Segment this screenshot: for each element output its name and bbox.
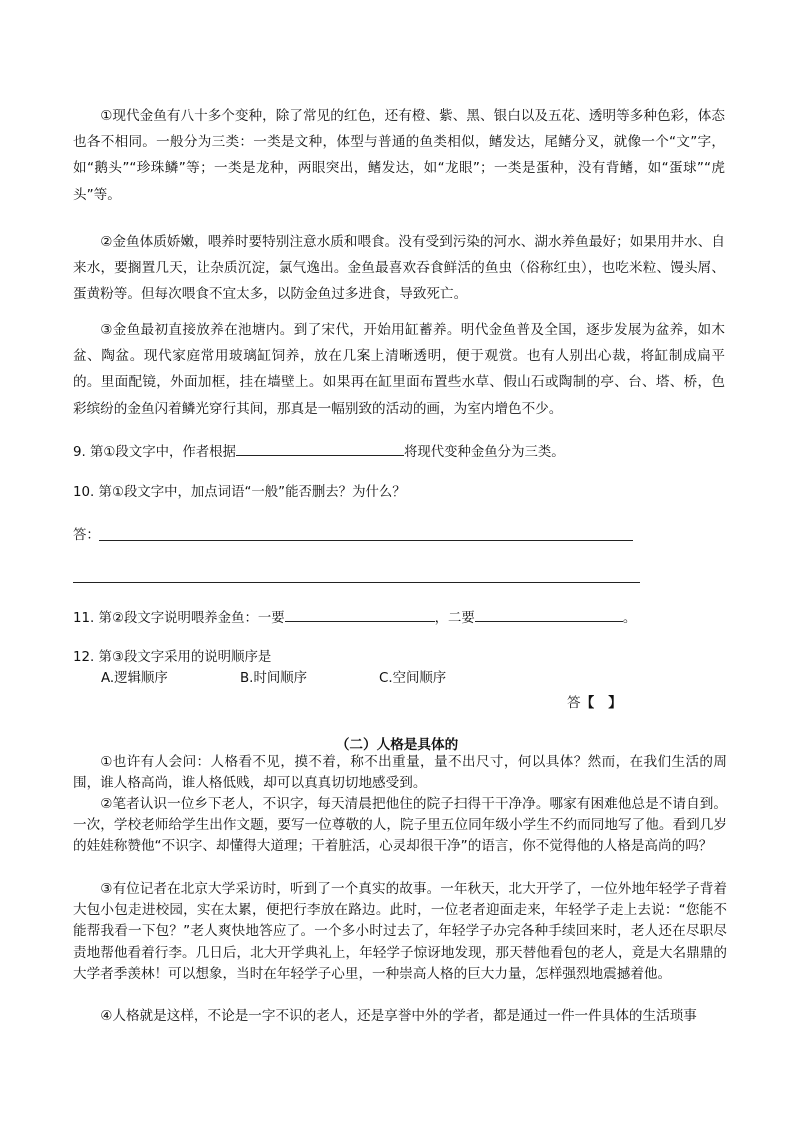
passage2-paragraph-4: ④人格就是这样，不论是一字不识的老人，还是享誉中外的学者，都是通过一件一件具体的生活琐事 <box>100 1008 697 1024</box>
question-12-answer-box[interactable] <box>567 691 622 711</box>
question-9-prefix: 9. 第①段文字中，作者根据 <box>73 445 236 460</box>
question-11-middle: ，二要 <box>434 611 475 626</box>
question-9-blank[interactable] <box>236 441 404 456</box>
question-11 <box>73 607 636 629</box>
question-10-answer-line-1[interactable] <box>99 540 633 541</box>
question-12-option-a[interactable]: A.逻辑顺序 <box>101 671 168 686</box>
question-9 <box>73 441 565 463</box>
question-10-answer-label: 答： <box>73 528 100 543</box>
passage2-paragraph-2: ②笔者认识一位乡下老人，不识字，每天清晨把他住的院子扫得干干净净。哪家有困难他总是不请自到。一次，学校老师给学生出作文题，要写一位尊敬的人，院子里五位同年级小学生不约而同地写了他。看到几岁的娃娃称赞他“不识字、却懂得大道理；干着脏活，心灵却很干净”的语言，你不觉得他的人格是高尚的吗？ <box>73 796 727 855</box>
passage1-paragraph-1: ①现代金鱼有八十多个变种，除了常见的红色，还有橙、紫、黑、银白以及五花、透明等多种色彩，体态也各不相同。一般分为三类：一类是文种，体型与普通的鱼类相似，鳍发达，尾鳍分叉，就像一个“文”字，如“鹅头”“珍珠鳞”等；一类是龙种，两眼突出，鳍发达，如“龙眼”；一类是蛋种，没有背鳍，如“蛋球”“虎头”等。 <box>73 108 725 203</box>
question-12: 12. 第③段文字采用的说明顺序是 <box>73 650 272 665</box>
passage2-paragraph-1: ①也许有人会问：人格看不见，摸不着，称不出重量，量不出尺寸，何以具体？然而，在我们生活的周围，谁人格高尚，谁人格低贱，却可以真真切切地感受到。 <box>73 754 727 792</box>
question-12-option-c[interactable]: C.空间顺序 <box>379 671 447 686</box>
question-10-answer-line-2[interactable] <box>73 582 640 583</box>
question-11-blank-1[interactable] <box>285 607 435 622</box>
question-9-suffix: 将现代变种金鱼分为三类。 <box>403 445 565 460</box>
question-12-bracket-open: 【 <box>580 695 595 711</box>
question-11-blank-2[interactable] <box>475 607 623 622</box>
question-12-bracket-close: 】 <box>608 695 622 711</box>
passage2-paragraph-3: ③有位记者在北京大学采访时，听到了一个真实的故事。一年秋天，北大开学了，一位外地年轻学子背着大包小包走进校园，实在太累，便把行李放在路边。此时，一位老者迎面走来，年轻学子走上去说：“您能不能帮我看一下包？”老人爽快地答应了。一个多小时过去了，年轻学子办完各种手续回来时，老人还在尽职尽责地帮他看着行李。几日后，北大开学典礼上，年轻学子惊讶地发现，那天替他看包的老人，竟是大名鼎鼎的大学者季羡林！可以想象，当时在年轻学子心里，一种崇高人格的巨大力量，怎样强烈地震撼着他。 <box>73 881 727 982</box>
question-12-option-b[interactable]: B.时间顺序 <box>240 671 308 686</box>
passage2-title: （二）人格是具体的 <box>335 737 459 753</box>
question-11-suffix: 。 <box>622 611 637 626</box>
question-12-answer-label: 答 <box>567 695 581 711</box>
passage1-paragraph-2: ②金鱼体质娇嫩，喂养时要特别注意水质和喂食。没有受到污染的河水、湖水养鱼最好；如果用井水、自来水，要搁置几天，让杂质沉淀，氯气逸出。金鱼最喜欢吞食鲜活的鱼虫（俗称红虫），也吃米粒、馒头屑、蛋黄粉等。但每次喂食不宜太多，以防金鱼过多进食，导致死亡。 <box>73 234 725 303</box>
question-10: 10. 第①段文字中，加点词语“一般”能否删去？为什么？ <box>73 485 406 500</box>
passage1-paragraph-3: ③金鱼最初直接放养在池塘内。到了宋代，开始用缸蓄养。明代金鱼普及全国，逐步发展为盆养，如木盆、陶盆。现代家庭常用玻璃缸饲养，放在几案上清晰透明，便于观赏。也有人别出心裁，将缸制成扁平的。里面配镜，外面加框，挂在墙壁上。如果再在缸里面布置些水草、假山石或陶制的亭、台、塔、桥，色彩缤纷的金鱼闪着鳞光穿行其间，那真是一幅别致的活动的画，为室内增色不少。 <box>73 322 725 417</box>
question-11-prefix: 11. 第②段文字说明喂养金鱼：一要 <box>73 611 285 626</box>
